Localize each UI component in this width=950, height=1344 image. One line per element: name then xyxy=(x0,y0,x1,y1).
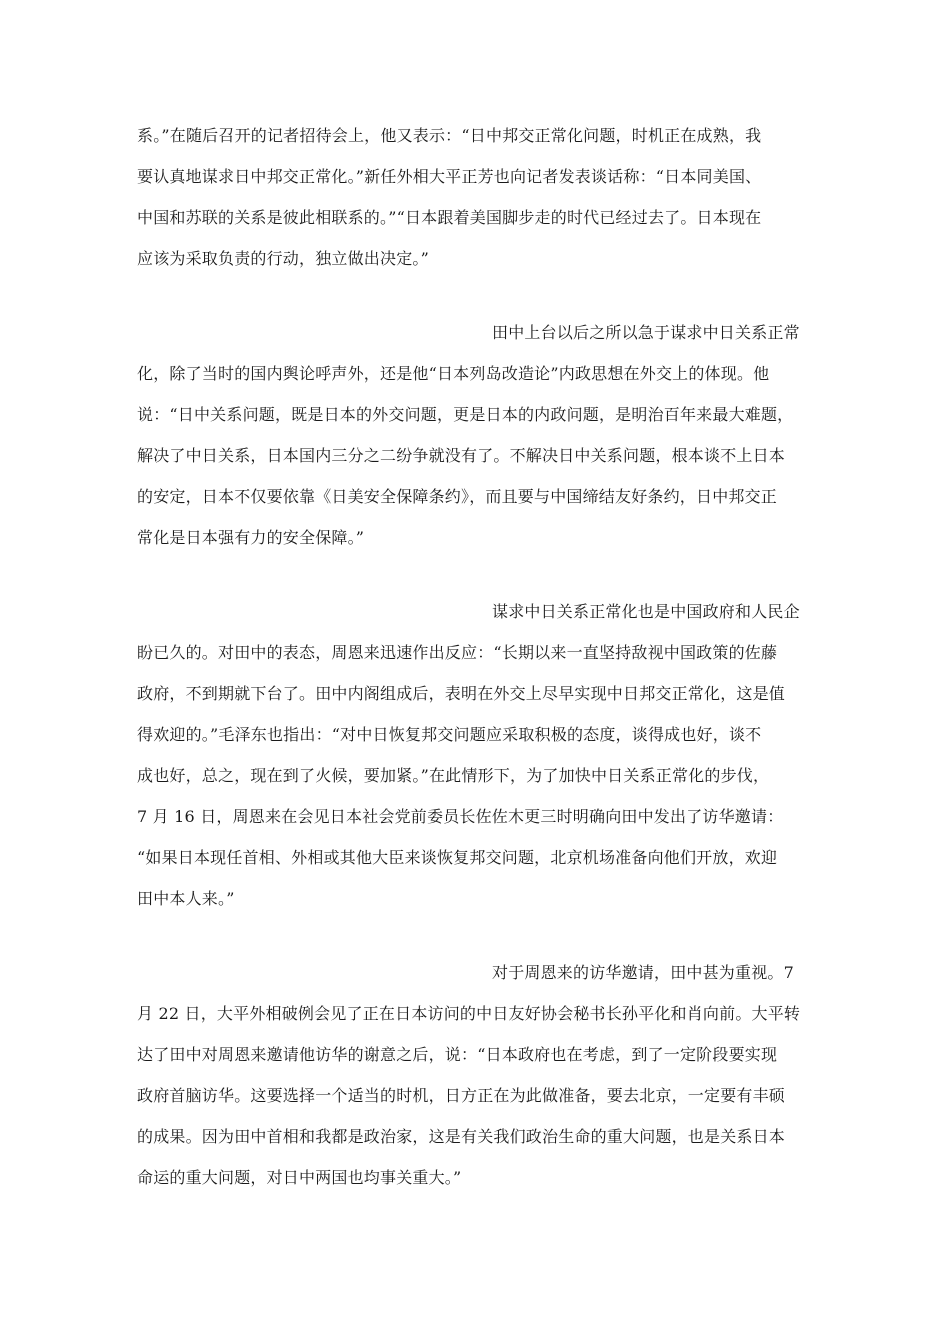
text-line: “如果日本现任首相、外相或其他大臣来谈恢复邦交问题，北京机场准备向他们开放，欢迎 xyxy=(137,848,778,867)
text-line: 系。”在随后召开的记者招待会上，他又表示：“日中邦交正常化问题，时机正在成熟，我 xyxy=(137,126,762,145)
text-line: 达了田中对周恩来邀请他访华的谢意之后，说：“日本政府也在考虑，到了一定阶段要实现 xyxy=(137,1045,778,1064)
text-line: 成也好，总之，现在到了火候，要加紧。”在此情形下，为了加快中日关系正常化的步伐， xyxy=(137,766,770,785)
text-line: 田中上台以后之所以急于谋求中日关系正常 xyxy=(492,323,800,342)
text-line: 谋求中日关系正常化也是中国政府和人民企 xyxy=(492,602,800,621)
text-line: 命运的重大问题，对日中两国也均事关重大。” xyxy=(137,1168,462,1187)
text-line: 常化是日本强有力的安全保障。” xyxy=(137,528,365,547)
text-line: 说：“日中关系问题，既是日本的外交问题，更是日本的内政问题，是明治百年来最大难题， xyxy=(137,405,794,424)
text-line: 田中本人来。” xyxy=(137,889,235,908)
text-line: 政府，不到期就下台了。田中内阁组成后，表明在外交上尽早实现中日邦交正常化，这是值 xyxy=(137,684,786,703)
text-line: 7 月 16 日，周恩来在会见日本社会党前委员长佐佐木更三时明确向田中发出了访华邀请： xyxy=(137,807,784,826)
text-line: 对于周恩来的访华邀请，田中甚为重视。7 xyxy=(492,963,794,982)
text-line: 的安定，日本不仅要依靠《日美安全保障条约》，而且要与中国缔结友好条约，日中邦交正 xyxy=(137,487,778,506)
text-line: 的成果。因为田中首相和我都是政治家，这是有关我们政治生命的重大问题，也是关系日本 xyxy=(137,1127,786,1146)
text-line: 解决了中日关系，日本国内三分之二纷争就没有了。不解决日中关系问题，根本谈不上日本 xyxy=(137,446,786,465)
text-line: 得欢迎的。”毛泽东也指出：“对中日恢复邦交问题应采取积极的态度，谈得成也好，谈不 xyxy=(137,725,762,744)
text-line: 月 22 日，大平外相破例会见了正在日本访问的中日友好协会秘书长孙平化和肖向前。大平转 xyxy=(137,1004,801,1023)
text-line: 中国和苏联的关系是彼此相联系的。”“日本跟着美国脚步走的时代已经过去了。日本现在 xyxy=(137,208,762,227)
text-line: 要认真地谋求日中邦交正常化。”新任外相大平正芳也向记者发表谈话称：“日本同美国、 xyxy=(137,167,762,186)
text-line: 盼已久的。对田中的表态，周恩来迅速作出反应：“长期以来一直坚持敌视中国政策的佐藤 xyxy=(137,643,778,662)
text-line: 化，除了当时的国内舆论呼声外，还是他“日本列岛改造论”内政思想在外交上的体现。他 xyxy=(137,364,770,383)
text-line: 政府首脑访华。这要选择一个适当的时机，日方正在为此做准备，要去北京，一定要有丰硕 xyxy=(137,1086,786,1105)
text-line: 应该为采取负责的行动，独立做出决定。” xyxy=(137,249,429,268)
